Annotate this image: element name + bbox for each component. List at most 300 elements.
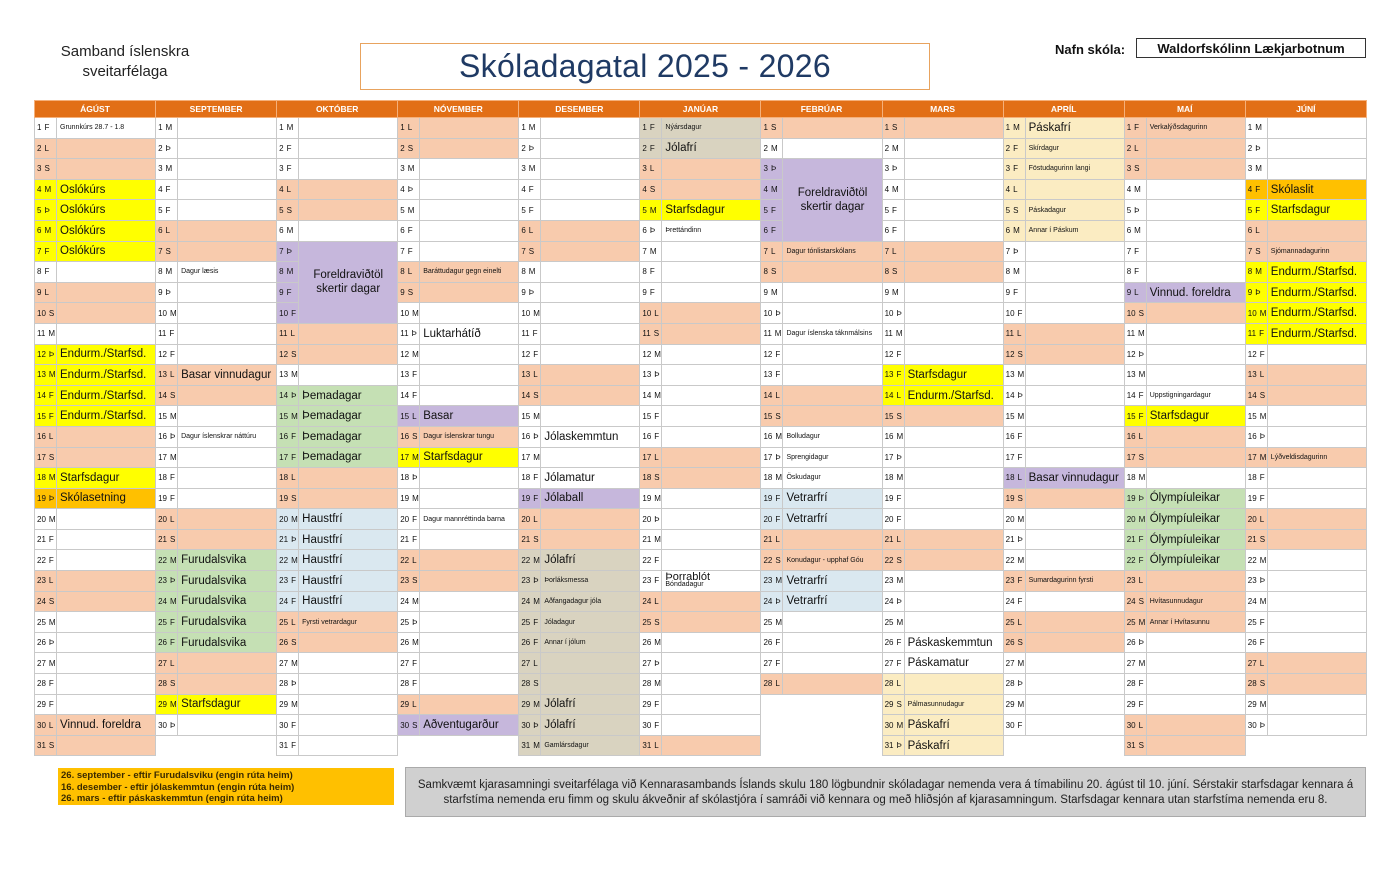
empty-day-cell[interactable] (420, 282, 519, 303)
event-cell[interactable]: Ólympíuleikar (1146, 509, 1245, 530)
empty-day-cell[interactable] (1146, 220, 1245, 241)
empty-day-cell[interactable] (662, 694, 761, 715)
empty-day-cell[interactable] (420, 159, 519, 180)
event-cell[interactable]: Endurm./Starfsd. (1267, 282, 1366, 303)
event-cell[interactable]: Endurm./Starfsd. (57, 344, 156, 365)
empty-day-cell[interactable] (541, 323, 640, 344)
empty-day-cell[interactable] (904, 447, 1003, 468)
empty-day-cell[interactable] (1025, 735, 1124, 756)
empty-day-cell[interactable] (783, 118, 882, 139)
event-cell[interactable]: Jólaball (541, 488, 640, 509)
empty-day-cell[interactable] (57, 612, 156, 633)
empty-day-cell[interactable] (299, 694, 398, 715)
event-cell[interactable]: Starfsdagur (1146, 406, 1245, 427)
empty-day-cell[interactable] (541, 241, 640, 262)
event-cell[interactable]: Basar (420, 406, 519, 427)
empty-day-cell[interactable] (178, 138, 277, 159)
empty-day-cell[interactable] (783, 406, 882, 427)
empty-day-cell[interactable] (1025, 612, 1124, 633)
empty-day-cell[interactable] (904, 303, 1003, 324)
empty-day-cell[interactable] (1267, 159, 1366, 180)
empty-day-cell[interactable] (783, 612, 882, 633)
event-cell[interactable]: Starfsdagur (178, 694, 277, 715)
event-cell[interactable]: Bolludagur (783, 426, 882, 447)
event-cell[interactable]: Vinnud. foreldra (1146, 282, 1245, 303)
empty-day-cell[interactable] (662, 323, 761, 344)
empty-day-cell[interactable] (178, 159, 277, 180)
event-cell[interactable]: Starfsdagur (1267, 200, 1366, 221)
empty-day-cell[interactable] (541, 385, 640, 406)
event-cell[interactable]: Annar í Páskum (1025, 220, 1124, 241)
empty-day-cell[interactable] (904, 200, 1003, 221)
empty-day-cell[interactable] (420, 571, 519, 592)
empty-day-cell[interactable] (1146, 426, 1245, 447)
empty-day-cell[interactable] (420, 303, 519, 324)
empty-day-cell[interactable] (1146, 138, 1245, 159)
empty-day-cell[interactable] (57, 303, 156, 324)
empty-day-cell[interactable] (1267, 138, 1366, 159)
event-cell[interactable]: Vetrarfrí (783, 509, 882, 530)
empty-day-cell[interactable] (662, 365, 761, 386)
event-cell[interactable]: Aðfangadagur jóla (541, 591, 640, 612)
empty-day-cell[interactable] (1146, 323, 1245, 344)
empty-day-cell[interactable] (178, 653, 277, 674)
empty-day-cell[interactable] (1025, 674, 1124, 695)
empty-day-cell[interactable] (57, 632, 156, 653)
empty-day-cell[interactable] (1146, 468, 1245, 489)
event-cell[interactable]: Starfsdagur (662, 200, 761, 221)
event-cell[interactable]: Haustfrí (299, 509, 398, 530)
empty-day-cell[interactable] (299, 468, 398, 489)
empty-day-cell[interactable] (178, 488, 277, 509)
event-cell[interactable]: Furudalsvika (178, 571, 277, 592)
empty-day-cell[interactable] (783, 365, 882, 386)
event-cell[interactable]: Jólamatur (541, 468, 640, 489)
empty-day-cell[interactable] (1267, 365, 1366, 386)
empty-day-cell[interactable] (299, 674, 398, 695)
event-cell[interactable]: Jóladagur (541, 612, 640, 633)
empty-day-cell[interactable] (420, 735, 519, 756)
empty-day-cell[interactable] (783, 674, 882, 695)
event-cell[interactable]: Sprengidagur (783, 447, 882, 468)
event-cell[interactable]: Oslókúrs (57, 179, 156, 200)
empty-day-cell[interactable] (904, 282, 1003, 303)
empty-day-cell[interactable] (178, 220, 277, 241)
empty-day-cell[interactable] (1146, 674, 1245, 695)
empty-day-cell[interactable] (420, 118, 519, 139)
event-cell[interactable]: Endurm./Starfsd. (1267, 303, 1366, 324)
empty-day-cell[interactable] (1146, 653, 1245, 674)
event-cell[interactable]: Vetrarfrí (783, 571, 882, 592)
empty-day-cell[interactable] (178, 303, 277, 324)
event-cell[interactable]: Starfsdagur (904, 365, 1003, 386)
empty-day-cell[interactable] (1025, 303, 1124, 324)
empty-day-cell[interactable] (1025, 385, 1124, 406)
event-cell[interactable]: Oslókúrs (57, 220, 156, 241)
empty-day-cell[interactable] (1146, 571, 1245, 592)
empty-day-cell[interactable] (420, 344, 519, 365)
empty-day-cell[interactable] (662, 674, 761, 695)
empty-day-cell[interactable] (178, 406, 277, 427)
empty-day-cell[interactable] (178, 200, 277, 221)
event-cell[interactable]: Páskamatur (904, 653, 1003, 674)
empty-day-cell[interactable] (1267, 118, 1366, 139)
event-cell[interactable]: Dagur íslenskrar náttúru (178, 426, 277, 447)
empty-day-cell[interactable] (57, 509, 156, 530)
empty-day-cell[interactable] (299, 344, 398, 365)
empty-day-cell[interactable] (1025, 550, 1124, 571)
empty-day-cell[interactable] (1146, 241, 1245, 262)
event-cell[interactable]: Endurm./Starfsd. (57, 385, 156, 406)
event-cell[interactable]: Aðventugarður (420, 715, 519, 736)
empty-day-cell[interactable] (1146, 735, 1245, 756)
empty-day-cell[interactable] (57, 159, 156, 180)
event-cell[interactable]: Baráttudagur gegn einelti (420, 262, 519, 283)
empty-day-cell[interactable] (541, 529, 640, 550)
event-cell[interactable]: Jólafrí (541, 694, 640, 715)
empty-day-cell[interactable] (1267, 468, 1366, 489)
empty-day-cell[interactable] (57, 653, 156, 674)
event-cell[interactable]: Ólympíuleikar (1146, 550, 1245, 571)
event-block[interactable]: Foreldraviðtöl skertir dagar (299, 241, 398, 323)
event-cell[interactable]: Þemadagar (299, 406, 398, 427)
empty-day-cell[interactable] (299, 200, 398, 221)
empty-day-cell[interactable] (1267, 612, 1366, 633)
empty-day-cell[interactable] (662, 406, 761, 427)
empty-day-cell[interactable] (57, 591, 156, 612)
event-cell[interactable]: Jólaskemmtun (541, 426, 640, 447)
empty-day-cell[interactable] (662, 426, 761, 447)
empty-day-cell[interactable] (662, 612, 761, 633)
event-cell[interactable]: Annar í Hvítasunnu (1146, 612, 1245, 633)
empty-day-cell[interactable] (420, 365, 519, 386)
empty-day-cell[interactable] (178, 468, 277, 489)
empty-day-cell[interactable] (662, 509, 761, 530)
event-cell[interactable]: Páskafrí (904, 715, 1003, 736)
empty-day-cell[interactable] (541, 282, 640, 303)
empty-day-cell[interactable] (541, 509, 640, 530)
event-cell[interactable]: Þemadagar (299, 447, 398, 468)
empty-day-cell[interactable] (541, 653, 640, 674)
empty-day-cell[interactable] (904, 612, 1003, 633)
empty-day-cell[interactable] (57, 282, 156, 303)
event-cell[interactable]: Furudalsvika (178, 591, 277, 612)
event-cell[interactable] (662, 571, 761, 592)
empty-day-cell[interactable] (662, 488, 761, 509)
empty-day-cell[interactable] (904, 550, 1003, 571)
empty-day-cell[interactable] (662, 344, 761, 365)
event-cell[interactable]: Þorláksmessa (541, 571, 640, 592)
empty-day-cell[interactable] (783, 529, 882, 550)
event-cell[interactable]: Dagur íslenska táknmálsins (783, 323, 882, 344)
empty-day-cell[interactable] (299, 632, 398, 653)
event-cell[interactable]: Hvítasunnudagur (1146, 591, 1245, 612)
event-cell[interactable]: Starfsdagur (420, 447, 519, 468)
empty-day-cell[interactable] (299, 118, 398, 139)
empty-day-cell[interactable] (541, 138, 640, 159)
event-cell[interactable]: Furudalsvika (178, 550, 277, 571)
event-cell[interactable]: Sumardagurinn fyrsti (1025, 571, 1124, 592)
empty-day-cell[interactable] (420, 612, 519, 633)
empty-day-cell[interactable] (904, 509, 1003, 530)
empty-day-cell[interactable] (299, 220, 398, 241)
empty-day-cell[interactable] (904, 468, 1003, 489)
empty-day-cell[interactable] (904, 344, 1003, 365)
event-cell[interactable]: Öskudagur (783, 468, 882, 489)
empty-day-cell[interactable] (1025, 406, 1124, 427)
empty-day-cell[interactable] (904, 159, 1003, 180)
empty-day-cell[interactable] (420, 468, 519, 489)
empty-day-cell[interactable] (1146, 365, 1245, 386)
empty-day-cell[interactable] (57, 735, 156, 756)
empty-day-cell[interactable] (1025, 262, 1124, 283)
event-cell[interactable]: Endurm./Starfsd. (1267, 323, 1366, 344)
empty-day-cell[interactable] (1025, 632, 1124, 653)
event-cell[interactable]: Skólaslit (1267, 179, 1366, 200)
empty-day-cell[interactable] (783, 262, 882, 283)
empty-day-cell[interactable] (662, 529, 761, 550)
empty-day-cell[interactable] (783, 138, 882, 159)
event-cell[interactable]: Skólasetning (57, 488, 156, 509)
empty-day-cell[interactable] (904, 323, 1003, 344)
empty-day-cell[interactable] (178, 447, 277, 468)
empty-day-cell[interactable] (904, 488, 1003, 509)
event-cell[interactable]: Lýðveldisdagurinn (1267, 447, 1366, 468)
empty-day-cell[interactable] (904, 406, 1003, 427)
empty-day-cell[interactable] (1267, 571, 1366, 592)
event-cell[interactable]: Jólafrí (541, 715, 640, 736)
empty-day-cell[interactable] (178, 241, 277, 262)
event-cell[interactable]: Dagur mannréttinda barna (420, 509, 519, 530)
empty-day-cell[interactable] (420, 200, 519, 221)
empty-day-cell[interactable] (1146, 715, 1245, 736)
event-cell[interactable]: Furudalsvika (178, 632, 277, 653)
empty-day-cell[interactable] (57, 447, 156, 468)
empty-day-cell[interactable] (1267, 735, 1366, 756)
empty-day-cell[interactable] (541, 118, 640, 139)
empty-day-cell[interactable] (420, 591, 519, 612)
empty-day-cell[interactable] (1267, 674, 1366, 695)
empty-day-cell[interactable] (299, 138, 398, 159)
event-cell[interactable]: Endurm./Starfsd. (57, 365, 156, 386)
empty-day-cell[interactable] (1025, 426, 1124, 447)
event-cell[interactable]: Þrettándinn (662, 220, 761, 241)
empty-day-cell[interactable] (662, 159, 761, 180)
empty-day-cell[interactable] (420, 138, 519, 159)
empty-day-cell[interactable] (1267, 509, 1366, 530)
event-cell[interactable]: Páskafrí (904, 735, 1003, 756)
empty-day-cell[interactable] (662, 468, 761, 489)
empty-day-cell[interactable] (662, 653, 761, 674)
event-cell[interactable]: Jólafrí (662, 138, 761, 159)
empty-day-cell[interactable] (178, 529, 277, 550)
empty-day-cell[interactable] (178, 735, 277, 756)
event-cell[interactable]: Dagur læsis (178, 262, 277, 283)
empty-day-cell[interactable] (541, 200, 640, 221)
empty-day-cell[interactable] (299, 653, 398, 674)
empty-day-cell[interactable] (662, 591, 761, 612)
empty-day-cell[interactable] (662, 262, 761, 283)
empty-day-cell[interactable] (1267, 406, 1366, 427)
empty-day-cell[interactable] (541, 344, 640, 365)
event-cell[interactable]: Páskaskemmtun (904, 632, 1003, 653)
empty-day-cell[interactable] (1146, 179, 1245, 200)
empty-day-cell[interactable] (299, 159, 398, 180)
empty-day-cell[interactable] (541, 179, 640, 200)
empty-day-cell[interactable] (57, 138, 156, 159)
event-cell[interactable]: Ólympíuleikar (1146, 529, 1245, 550)
empty-day-cell[interactable] (904, 591, 1003, 612)
event-cell[interactable]: Þemadagar (299, 385, 398, 406)
empty-day-cell[interactable] (1146, 344, 1245, 365)
empty-day-cell[interactable] (1146, 159, 1245, 180)
empty-day-cell[interactable] (178, 385, 277, 406)
empty-day-cell[interactable] (57, 426, 156, 447)
event-cell[interactable]: Dagur tónlistarskólans (783, 241, 882, 262)
empty-day-cell[interactable] (662, 385, 761, 406)
event-cell[interactable]: Pálmasunnudagur (904, 694, 1003, 715)
empty-day-cell[interactable] (57, 694, 156, 715)
empty-day-cell[interactable] (662, 550, 761, 571)
empty-day-cell[interactable] (783, 735, 882, 756)
event-cell[interactable]: Sjómannadagurinn (1267, 241, 1366, 262)
empty-day-cell[interactable] (420, 632, 519, 653)
empty-day-cell[interactable] (178, 323, 277, 344)
empty-day-cell[interactable] (1025, 715, 1124, 736)
empty-day-cell[interactable] (904, 571, 1003, 592)
empty-day-cell[interactable] (1267, 694, 1366, 715)
empty-day-cell[interactable] (1025, 344, 1124, 365)
empty-day-cell[interactable] (299, 323, 398, 344)
event-cell[interactable]: Basar vinnudagur (1025, 468, 1124, 489)
empty-day-cell[interactable] (1146, 694, 1245, 715)
empty-day-cell[interactable] (1267, 715, 1366, 736)
event-cell[interactable]: Fyrsti vetrardagur (299, 612, 398, 633)
empty-day-cell[interactable] (420, 220, 519, 241)
event-cell[interactable]: Haustfrí (299, 571, 398, 592)
event-cell[interactable]: Haustfrí (299, 529, 398, 550)
empty-day-cell[interactable] (178, 509, 277, 530)
event-cell[interactable]: Nýársdagur (662, 118, 761, 139)
empty-day-cell[interactable] (783, 715, 882, 736)
event-cell[interactable]: Annar í jólum (541, 632, 640, 653)
empty-day-cell[interactable] (1267, 591, 1366, 612)
empty-day-cell[interactable] (1146, 632, 1245, 653)
empty-day-cell[interactable] (1146, 447, 1245, 468)
event-cell[interactable]: Verkalýðsdagurinn (1146, 118, 1245, 139)
empty-day-cell[interactable] (1267, 550, 1366, 571)
empty-day-cell[interactable] (783, 385, 882, 406)
empty-day-cell[interactable] (783, 632, 882, 653)
empty-day-cell[interactable] (1267, 220, 1366, 241)
empty-day-cell[interactable] (420, 550, 519, 571)
empty-day-cell[interactable] (178, 179, 277, 200)
empty-day-cell[interactable] (1025, 653, 1124, 674)
event-cell[interactable]: Oslókúrs (57, 200, 156, 221)
empty-day-cell[interactable] (420, 488, 519, 509)
empty-day-cell[interactable] (57, 529, 156, 550)
empty-day-cell[interactable] (662, 303, 761, 324)
empty-day-cell[interactable] (904, 220, 1003, 241)
empty-day-cell[interactable] (299, 735, 398, 756)
event-block[interactable]: Foreldraviðtöl skertir dagar (783, 159, 882, 241)
empty-day-cell[interactable] (57, 550, 156, 571)
event-cell[interactable]: Gamlársdagur (541, 735, 640, 756)
empty-day-cell[interactable] (783, 694, 882, 715)
empty-day-cell[interactable] (904, 138, 1003, 159)
empty-day-cell[interactable] (662, 282, 761, 303)
empty-day-cell[interactable] (420, 653, 519, 674)
empty-day-cell[interactable] (783, 303, 882, 324)
empty-day-cell[interactable] (662, 735, 761, 756)
event-cell[interactable]: Páskafrí (1025, 118, 1124, 139)
event-cell[interactable]: Jólafrí (541, 550, 640, 571)
empty-day-cell[interactable] (662, 632, 761, 653)
empty-day-cell[interactable] (1025, 282, 1124, 303)
empty-day-cell[interactable] (420, 694, 519, 715)
empty-day-cell[interactable] (1146, 303, 1245, 324)
event-cell[interactable]: Konudagur - upphaf Góu (783, 550, 882, 571)
empty-day-cell[interactable] (541, 159, 640, 180)
empty-day-cell[interactable] (57, 323, 156, 344)
empty-day-cell[interactable] (299, 365, 398, 386)
empty-day-cell[interactable] (420, 529, 519, 550)
empty-day-cell[interactable] (662, 241, 761, 262)
empty-day-cell[interactable] (1267, 385, 1366, 406)
empty-day-cell[interactable] (662, 715, 761, 736)
empty-day-cell[interactable] (420, 179, 519, 200)
empty-day-cell[interactable] (541, 262, 640, 283)
empty-day-cell[interactable] (1146, 200, 1245, 221)
event-cell[interactable]: Endurm./Starfsd. (57, 406, 156, 427)
empty-day-cell[interactable] (1025, 323, 1124, 344)
event-cell[interactable]: Luktarhátíð (420, 323, 519, 344)
event-cell[interactable]: Uppstigningardagur (1146, 385, 1245, 406)
event-cell[interactable]: Dagur íslenskrar tungu (420, 426, 519, 447)
empty-day-cell[interactable] (541, 447, 640, 468)
event-cell[interactable]: Oslókúrs (57, 241, 156, 262)
empty-day-cell[interactable] (420, 385, 519, 406)
empty-day-cell[interactable] (178, 118, 277, 139)
empty-day-cell[interactable] (1267, 653, 1366, 674)
school-name-field[interactable]: Waldorfskólinn Lækjarbotnum (1136, 38, 1366, 58)
empty-day-cell[interactable] (178, 282, 277, 303)
empty-day-cell[interactable] (57, 262, 156, 283)
empty-day-cell[interactable] (1025, 488, 1124, 509)
empty-day-cell[interactable] (1267, 488, 1366, 509)
empty-day-cell[interactable] (178, 715, 277, 736)
empty-day-cell[interactable] (904, 179, 1003, 200)
event-cell[interactable]: Þemadagar (299, 426, 398, 447)
empty-day-cell[interactable] (178, 344, 277, 365)
empty-day-cell[interactable] (299, 179, 398, 200)
empty-day-cell[interactable] (904, 426, 1003, 447)
empty-day-cell[interactable] (1025, 447, 1124, 468)
event-cell[interactable]: Furudalsvika (178, 612, 277, 633)
empty-day-cell[interactable] (1267, 632, 1366, 653)
event-cell[interactable]: Grunnkúrs 28.7 - 1.8 (57, 118, 156, 139)
empty-day-cell[interactable] (904, 118, 1003, 139)
event-cell[interactable]: Basar vinnudagur (178, 365, 277, 386)
event-cell[interactable]: Haustfrí (299, 550, 398, 571)
empty-day-cell[interactable] (57, 674, 156, 695)
empty-day-cell[interactable] (1025, 509, 1124, 530)
empty-day-cell[interactable] (1025, 694, 1124, 715)
empty-day-cell[interactable] (541, 303, 640, 324)
event-cell[interactable]: Endurm./Starfsd. (1267, 262, 1366, 283)
empty-day-cell[interactable] (1025, 365, 1124, 386)
empty-day-cell[interactable] (783, 344, 882, 365)
